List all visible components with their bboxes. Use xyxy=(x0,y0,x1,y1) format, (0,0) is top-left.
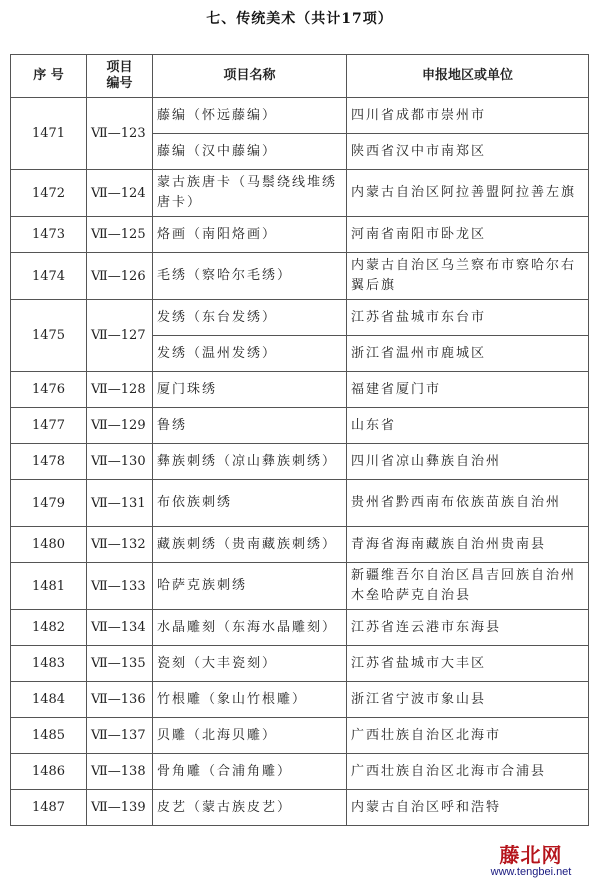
cell-index: 1487 xyxy=(11,790,87,826)
table-row xyxy=(11,610,589,646)
cell-code: Ⅶ—138 xyxy=(87,754,153,790)
cell-region: 福建省厦门市 xyxy=(347,372,589,408)
cell-project-name: 布依族刺绣 xyxy=(153,480,347,527)
cell-region: 内蒙古自治区阿拉善盟阿拉善左旗 xyxy=(347,170,589,217)
cell-region: 浙江省宁波市象山县 xyxy=(347,682,589,718)
cell-project-name: 水晶雕刻（东海水晶雕刻） xyxy=(153,610,347,646)
table-row xyxy=(11,372,589,408)
cell-project-name: 藏族刺绣（贵南藏族刺绣） xyxy=(153,527,347,563)
cell-index: 1476 xyxy=(11,372,87,408)
cell-code: Ⅶ—125 xyxy=(87,217,153,253)
header-name: 项目名称 xyxy=(153,55,347,98)
cell-project-name: 贝雕（北海贝雕） xyxy=(153,718,347,754)
cell-region: 河南省南阳市卧龙区 xyxy=(347,217,589,253)
cell-index: 1483 xyxy=(11,646,87,682)
cell-code: Ⅶ—137 xyxy=(87,718,153,754)
cell-index: 1472 xyxy=(11,170,87,217)
cell-project-name: 发绣（温州发绣） xyxy=(153,336,347,372)
cell-region: 广西壮族自治区北海市 xyxy=(347,718,589,754)
cell-index: 1485 xyxy=(11,718,87,754)
cell-code: Ⅶ—132 xyxy=(87,527,153,563)
watermark-logo xyxy=(471,844,591,879)
cell-index: 1480 xyxy=(11,527,87,563)
cell-region: 四川省成都市崇州市 xyxy=(347,98,589,134)
cell-region: 贵州省黔西南布依族苗族自治州 xyxy=(347,480,589,527)
cell-code: Ⅶ—136 xyxy=(87,682,153,718)
table-row xyxy=(11,170,589,217)
cell-index: 1486 xyxy=(11,754,87,790)
table-body xyxy=(11,98,589,826)
cell-project-name: 哈萨克族刺绣 xyxy=(153,563,347,610)
cell-project-name: 瓷刻（大丰瓷刻） xyxy=(153,646,347,682)
cell-code: Ⅶ—123 xyxy=(87,98,153,170)
table-header-row xyxy=(11,55,589,98)
table-row xyxy=(11,217,589,253)
cell-code: Ⅶ—130 xyxy=(87,444,153,480)
cell-project-name: 厦门珠绣 xyxy=(153,372,347,408)
cell-index: 1479 xyxy=(11,480,87,527)
header-code-line1: 项目 xyxy=(106,60,133,75)
cell-project-name: 皮艺（蒙古族皮艺） xyxy=(153,790,347,826)
cell-code: Ⅶ—139 xyxy=(87,790,153,826)
cell-code: Ⅶ—133 xyxy=(87,563,153,610)
cell-project-name: 竹根雕（象山竹根雕） xyxy=(153,682,347,718)
cell-code: Ⅶ—135 xyxy=(87,646,153,682)
cell-index: 1471 xyxy=(11,98,87,170)
cell-index: 1473 xyxy=(11,217,87,253)
cell-index: 1481 xyxy=(11,563,87,610)
cell-project-name: 毛绣（察哈尔毛绣） xyxy=(153,253,347,300)
table-row xyxy=(11,563,589,610)
cell-index: 1475 xyxy=(11,300,87,372)
cell-code: Ⅶ—129 xyxy=(87,408,153,444)
cell-index: 1474 xyxy=(11,253,87,300)
table-row xyxy=(11,480,589,527)
cell-region: 浙江省温州市鹿城区 xyxy=(347,336,589,372)
cell-project-name: 发绣（东台发绣） xyxy=(153,300,347,336)
header-code xyxy=(87,55,153,98)
cell-code: Ⅶ—134 xyxy=(87,610,153,646)
table-row xyxy=(11,408,589,444)
cell-region: 内蒙古自治区呼和浩特 xyxy=(347,790,589,826)
cell-project-name: 蒙古族唐卡（马鬃绕线堆绣唐卡） xyxy=(153,170,347,217)
cell-region: 江苏省连云港市东海县 xyxy=(347,610,589,646)
cell-region: 山东省 xyxy=(347,408,589,444)
cell-code: Ⅶ—124 xyxy=(87,170,153,217)
watermark-url: www.tengbei.net xyxy=(490,866,572,878)
cell-project-name: 鲁绣 xyxy=(153,408,347,444)
cell-code: Ⅶ—127 xyxy=(87,300,153,372)
cell-index: 1484 xyxy=(11,682,87,718)
table-row xyxy=(11,253,589,300)
table-row xyxy=(11,300,589,336)
cell-region: 青海省海南藏族自治州贵南县 xyxy=(347,527,589,563)
cell-index: 1482 xyxy=(11,610,87,646)
table-row xyxy=(11,646,589,682)
cell-code: Ⅶ—126 xyxy=(87,253,153,300)
cell-region: 江苏省盐城市大丰区 xyxy=(347,646,589,682)
cell-index: 1478 xyxy=(11,444,87,480)
table-row xyxy=(11,444,589,480)
heritage-table xyxy=(10,54,589,826)
cell-project-name: 藤编（汉中藤编） xyxy=(153,134,347,170)
table-row xyxy=(11,98,589,134)
table-row xyxy=(11,754,589,790)
cell-project-name: 藤编（怀远藤编） xyxy=(153,98,347,134)
watermark-brand: 藤北网 xyxy=(499,843,563,867)
cell-project-name: 烙画（南阳烙画） xyxy=(153,217,347,253)
cell-region: 四川省凉山彝族自治州 xyxy=(347,444,589,480)
cell-project-name: 骨角雕（合浦角雕） xyxy=(153,754,347,790)
cell-code: Ⅶ—131 xyxy=(87,480,153,527)
cell-code: Ⅶ—128 xyxy=(87,372,153,408)
table-row xyxy=(11,527,589,563)
table-row xyxy=(11,790,589,826)
cell-region: 江苏省盐城市东台市 xyxy=(347,300,589,336)
table-row xyxy=(11,718,589,754)
cell-index: 1477 xyxy=(11,408,87,444)
document-title: 七、传统美术（共计17项） xyxy=(206,11,393,27)
table-row xyxy=(11,682,589,718)
cell-region: 新疆维吾尔自治区昌吉回族自治州木垒哈萨克自治县 xyxy=(347,563,589,610)
cell-project-name: 彝族刺绣（凉山彝族刺绣） xyxy=(153,444,347,480)
header-region: 申报地区或单位 xyxy=(347,55,589,98)
cell-region: 内蒙古自治区乌兰察布市察哈尔右翼后旗 xyxy=(347,253,589,300)
cell-region: 广西壮族自治区北海市合浦县 xyxy=(347,754,589,790)
cell-region: 陕西省汉中市南郑区 xyxy=(347,134,589,170)
header-code-line2: 编号 xyxy=(106,76,133,91)
header-index: 序 号 xyxy=(11,55,87,98)
